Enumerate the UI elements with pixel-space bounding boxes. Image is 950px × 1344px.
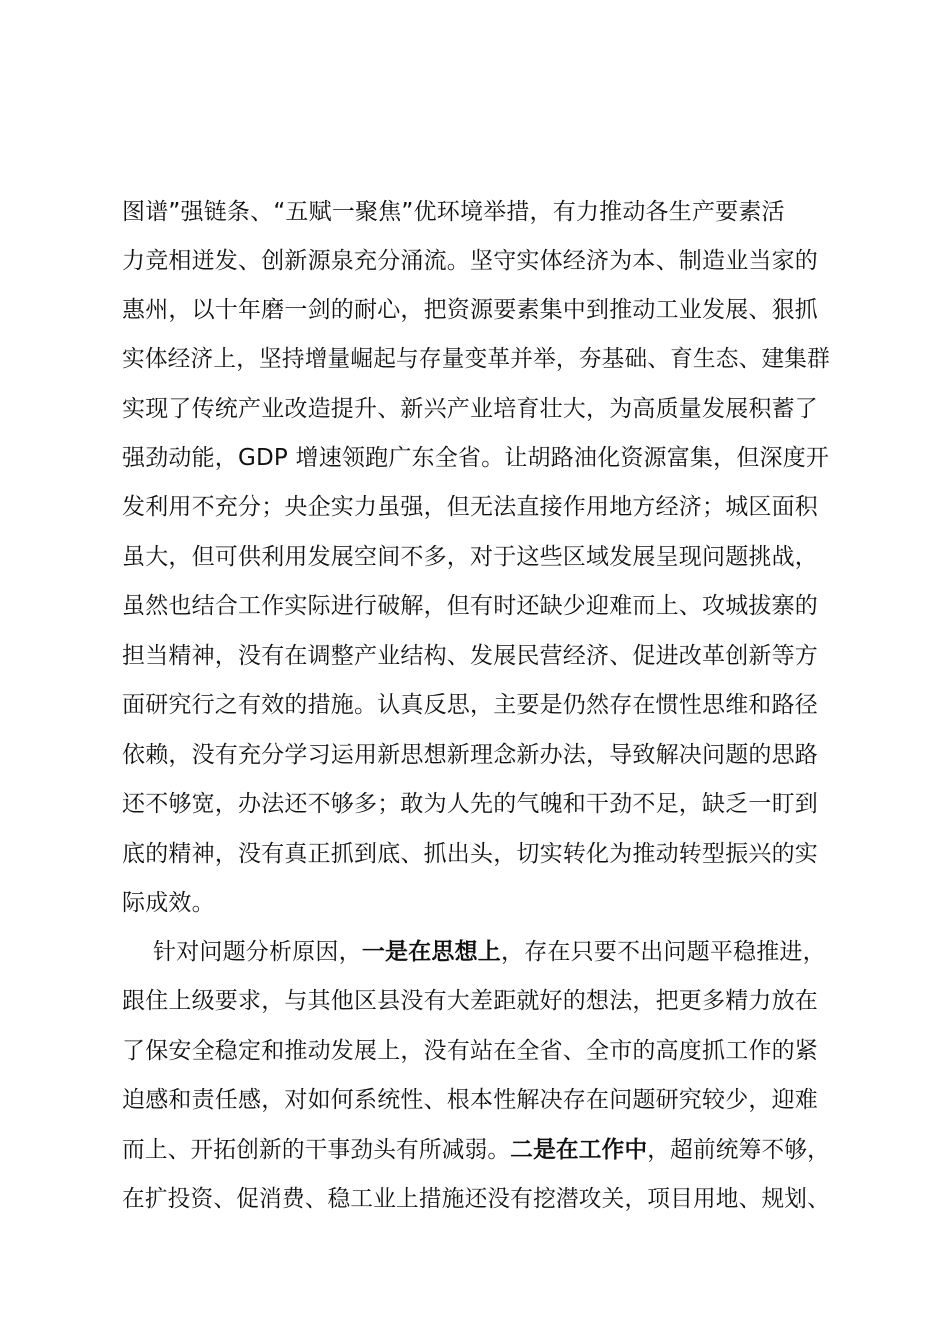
paragraph-1-line: 力竞相迸发、创新源泉充分涌流。坚守实体经济为本、制造业当家的 bbox=[122, 248, 818, 274]
paragraph-1-line: 底的精神，没有真正抓到底、抓出头，切实转化为推动转型振兴的实 bbox=[122, 841, 818, 867]
paragraph-2-text: 而上、开拓创新的干事劲头有所减弱。 bbox=[122, 1137, 511, 1163]
bold-heading-thinking: 一是在思想上 bbox=[361, 939, 502, 965]
paragraph-1-line: 虽然也结合工作实际进行破解，但有时还缺少迎难而上、攻城拔寨的 bbox=[122, 593, 818, 619]
paragraph-1-line: 发利用不充分；央企实力虽强，但无法直接作用地方经济；城区面积 bbox=[122, 494, 818, 520]
paragraph-2-text: 针对问题分析原因， bbox=[153, 939, 362, 965]
paragraph-1-line: 图谱”强链条、“五赋一聚焦”优环境举措，有力推动各生产要素活 bbox=[122, 199, 785, 225]
paragraph-1-line: 惠州，以十年磨一剑的耐心，把资源要素集中到推动工业发展、狠抓 bbox=[122, 297, 818, 323]
paragraph-2-line: 了保安全稳定和推动发展上，没有站在全省、全市的高度抓工作的紧 bbox=[122, 1038, 818, 1064]
paragraph-2-line bbox=[122, 937, 830, 967]
paragraph-2-text: ，存在只要不出问题平稳推进， bbox=[501, 939, 826, 965]
paragraph-1-line: 实体经济上，坚持增量崛起与存量变革并举，夯基础、育生态、建集群 bbox=[122, 346, 830, 372]
paragraph-1-line: 依赖，没有充分学习运用新思想新理念新办法，导致解决问题的思路 bbox=[122, 742, 818, 768]
paragraph-1-line: 实现了传统产业改造提升、新兴产业培育壮大，为高质量发展积蓄了 bbox=[122, 396, 818, 422]
bold-heading-work: 二是在工作中 bbox=[510, 1137, 648, 1163]
paragraph-2-text: ，超前统筹不够， bbox=[647, 1137, 830, 1163]
paragraph-2-line: 跟住上级要求，与其他区县没有大差距就好的想法，把更多精力放在 bbox=[122, 988, 818, 1014]
paragraph-1-line: 面研究行之有效的措施。认真反思，主要是仍然存在惯性思维和路径 bbox=[122, 692, 818, 718]
paragraph-1-line: 担当精神，没有在调整产业结构、发展民营经济、促进改革创新等方 bbox=[122, 643, 818, 669]
paragraph-1-line: 强劲动能，GDP 增速领跑广东全省。让胡路油化资源富集，但深度开 bbox=[122, 445, 830, 471]
paragraph-1-line: 际成效。 bbox=[122, 890, 215, 916]
paragraph-1-line: 虽大，但可供利用发展空间不多，对于这些区域发展呈现问题挑战， bbox=[122, 544, 818, 570]
paragraph-2-line: 迫感和责任感，对如何系统性、根本性解决存在问题研究较少，迎难 bbox=[122, 1087, 818, 1113]
paragraph-2-line bbox=[122, 1135, 830, 1165]
paragraph-2-line: 在扩投资、促消费、稳工业上措施还没有挖潜攻关，项目用地、规划、 bbox=[122, 1186, 830, 1212]
paragraph-1-line: 还不够宽，办法还不够多；敢为人先的气魄和干劲不足，缺乏一盯到 bbox=[122, 791, 818, 817]
